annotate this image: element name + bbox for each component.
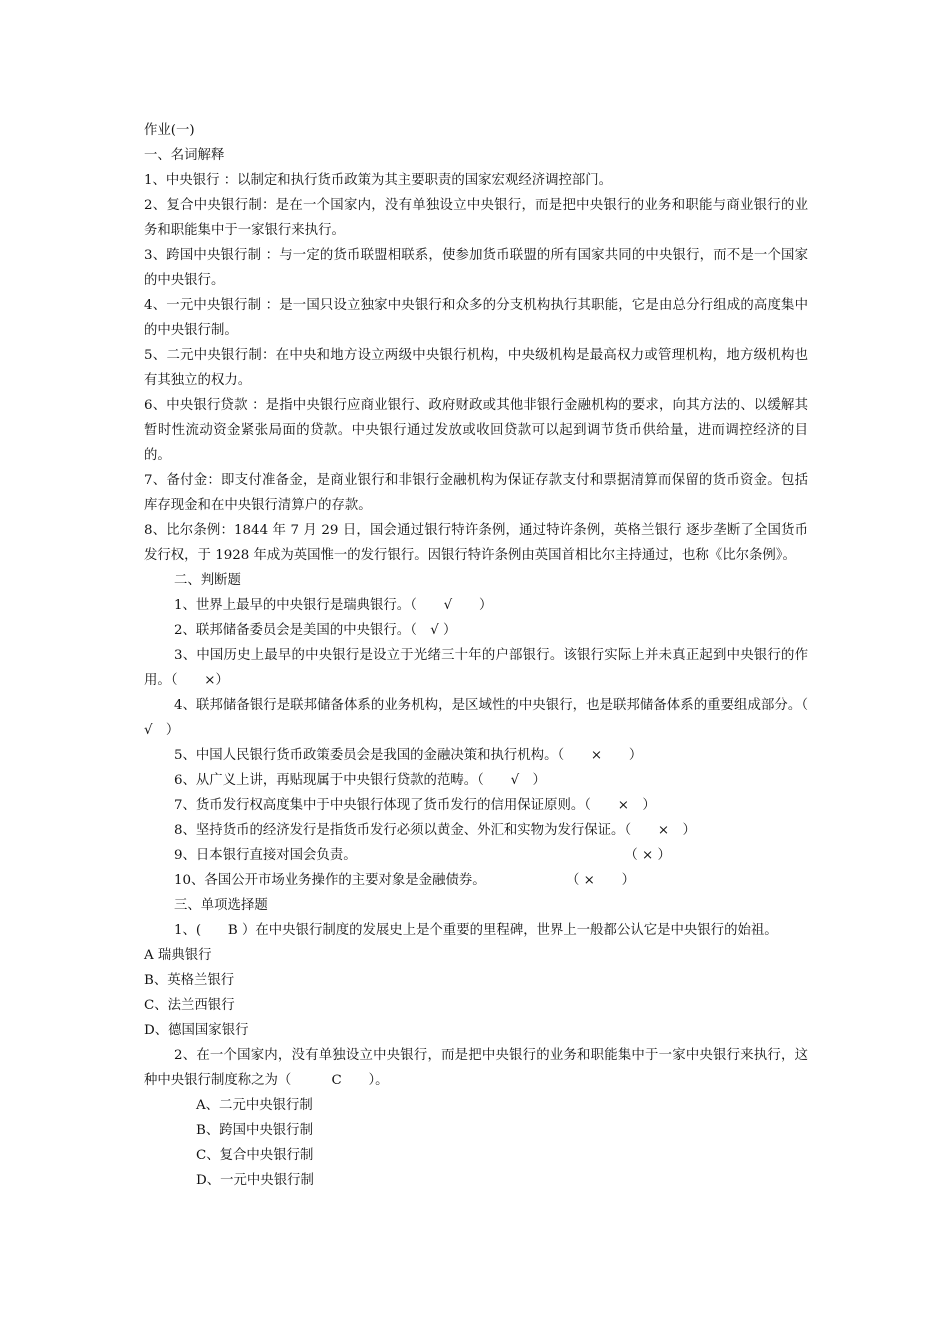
definition-item: 1、中央银行 ：以制定和执行货币政策为其主要职责的国家宏观经济调控部门。 xyxy=(144,173,613,188)
section-heading-definitions: 一、名词解释 xyxy=(144,148,225,163)
question-option: D、德国国家银行 xyxy=(144,1023,249,1038)
question-option: D、一元中央银行制 xyxy=(196,1173,314,1188)
definition-item: 4、一元中央银行制 ：是一国只设立独家中央银行和众多的分支机构执行其职能，它是由总分行组成的高度集中的中央银行制。 xyxy=(144,298,808,338)
definition-item: 5、二元中央银行制：在中央和地方设立两级中央银行机构，中央级机构是最高权力或管理机构，地方级机构也有其独立的权力。 xyxy=(144,348,808,388)
true-false-item: 9、日本银行直接对国会负责。 （ × ） xyxy=(174,848,671,863)
question-option: C、法兰西银行 xyxy=(144,998,235,1013)
true-false-item: 10、各国公开市场业务操作的主要对象是金融债券。 （ × ） xyxy=(174,873,636,888)
definition-item: 3、跨国中央银行制 ：与一定的货币联盟相联系，使参加货币联盟的所有国家共同的中央银行，而不是一个国家的中央银行。 xyxy=(144,248,808,288)
question-option: B、英格兰银行 xyxy=(144,973,235,988)
question-option: B、跨国中央银行制 xyxy=(196,1123,313,1138)
question-option: A、二元中央银行制 xyxy=(196,1098,313,1113)
definition-item: 8、比尔条例：1844 年 7 月 29 日，国会通过银行特许条例，通过特许条例，英格兰银行 逐步垄断了全国货币发行权，于 1928 年成为英国惟一的发行银行。因银行特许条例由英国首相比尔主持通过，也称《比尔条例》。 xyxy=(144,523,808,563)
document-title: 作业(一) xyxy=(144,123,195,138)
true-false-item: 8、坚持货币的经济发行是指货币发行必须以黄金、外汇和实物为发行保证。（ × ） xyxy=(174,823,696,838)
true-false-item: 2、联邦储备委员会是美国的中央银行。（ √ ） xyxy=(174,623,457,638)
section-heading-single-choice: 三、单项选择题 xyxy=(174,898,268,913)
document-page xyxy=(144,118,835,1193)
true-false-item: 5、中国人民银行货币政策委员会是我国的金融决策和执行机构。（ × ） xyxy=(174,748,643,763)
true-false-item: 6、从广义上讲，再贴现属于中央银行贷款的范畴。（ √ ） xyxy=(174,773,546,788)
true-false-item: 1、世界上最早的中央银行是瑞典银行。（ √ ） xyxy=(174,598,493,613)
question-option: A 瑞典银行 xyxy=(144,948,212,963)
true-false-item: 3、中国历史上最早的中央银行是设立于光绪三十年的户部银行。该银行实际上并未真正起到中央银行的作用。（ ×） xyxy=(144,648,808,688)
definition-item: 2、复合中央银行制：是在一个国家内，没有单独设立中央银行，而是把中央银行的业务和职能与商业银行的业务和职能集中于一家银行来执行。 xyxy=(144,198,808,238)
definition-item: 7、备付金：即支付准备金，是商业银行和非银行金融机构为保证存款支付和票据清算而保留的货币资金。包括库存现金和在中央银行清算户的存款。 xyxy=(144,473,808,513)
question-stem: 2、在一个国家内，没有单独设立中央银行，而是把中央银行的业务和职能集中于一家中央银行来执行，这种中央银行制度称之为（ C ）。 xyxy=(144,1048,808,1088)
true-false-item: 4、联邦储备银行是联邦储备体系的业务机构，是区域性的中央银行，也是联邦储备体系的重要组成部分。（ √ ） xyxy=(144,698,835,738)
true-false-item: 7、货币发行权高度集中于中央银行体现了货币发行的信用保证原则。（ × ） xyxy=(174,798,656,813)
question-option: C、复合中央银行制 xyxy=(196,1148,314,1163)
section-heading-true-false: 二、判断题 xyxy=(174,573,241,588)
definition-item: 6、中央银行贷款 ：是指中央银行应商业银行、政府财政或其他非银行金融机构的要求，向其方法的、以缓解其暂时性流动资金紧张局面的贷款。中央银行通过发放或收回贷款可以起到调节货币供给量，进而调控经济的目的。 xyxy=(144,398,808,463)
question-stem: 1、( B ）在中央银行制度的发展史上是个重要的里程碑，世界上一般都公认它是中央银行的始祖。 xyxy=(174,923,778,938)
